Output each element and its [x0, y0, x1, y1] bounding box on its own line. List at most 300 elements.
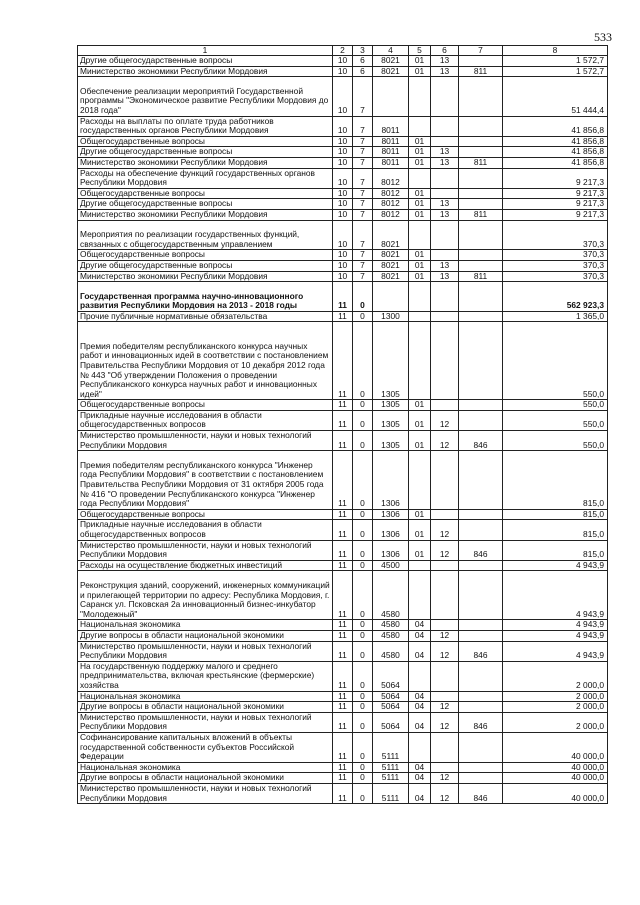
- row-name-cell: Национальная экономика: [78, 691, 333, 702]
- row-code-6-cell: [431, 762, 459, 773]
- row-name-cell: Министерство экономики Республики Мордовия: [78, 271, 333, 282]
- row-code-2-cell: 11: [333, 322, 353, 400]
- row-name-cell: Прикладные научные исследования в области общегосударственных вопросов: [78, 520, 333, 540]
- header-col-3: 3: [353, 46, 373, 56]
- row-amount-cell: 4 943,9: [503, 560, 608, 571]
- row-code-3-cell: 7: [353, 220, 373, 250]
- row-code-7-cell: [459, 410, 503, 430]
- row-amount-cell: 9 217,3: [503, 199, 608, 210]
- row-name-cell: Премия победителям республиканского конкурса "Инженер года Республики Мордовия" в соответствии с постановлением Правительства Республики Мордовия от 31 октября 2005 года № 416 "О проведении Республиканского конкурса "Инженер года Республики Мордовия": [78, 451, 333, 510]
- row-code-2-cell: 11: [333, 691, 353, 702]
- row-code-2-cell: 11: [333, 732, 353, 762]
- table-row: [78, 641, 608, 661]
- row-amount-cell: 550,0: [503, 322, 608, 400]
- row-code-2-cell: 10: [333, 116, 353, 136]
- table-row: [78, 773, 608, 784]
- row-code-3-cell: 7: [353, 271, 373, 282]
- row-code-6-cell: 12: [431, 431, 459, 451]
- table-row: [78, 199, 608, 210]
- row-code-5-cell: [409, 732, 431, 762]
- row-amount-cell: 2 000,0: [503, 661, 608, 691]
- row-amount-cell: 2 000,0: [503, 702, 608, 713]
- row-name-cell: Общегосударственные вопросы: [78, 136, 333, 147]
- row-code-2-cell: 10: [333, 56, 353, 67]
- row-amount-cell: 1 365,0: [503, 311, 608, 322]
- row-code-2-cell: 10: [333, 66, 353, 77]
- row-name-cell: Общегосударственные вопросы: [78, 509, 333, 520]
- row-code-2-cell: 11: [333, 773, 353, 784]
- row-code-7-cell: [459, 116, 503, 136]
- row-amount-cell: 40 000,0: [503, 762, 608, 773]
- row-amount-cell: 550,0: [503, 400, 608, 411]
- row-code-5-cell: 04: [409, 762, 431, 773]
- table-row: [78, 168, 608, 188]
- row-name-cell: Софинансирование капитальных вложений в объекты государственной собственности субъектов Российской Федерации: [78, 732, 333, 762]
- row-code-4-cell: 1305: [373, 431, 409, 451]
- table-row: [78, 400, 608, 411]
- row-code-2-cell: 11: [333, 631, 353, 642]
- row-code-3-cell: 0: [353, 451, 373, 510]
- row-code-5-cell: 04: [409, 631, 431, 642]
- row-code-7-cell: [459, 188, 503, 199]
- row-code-5-cell: [409, 220, 431, 250]
- row-amount-cell: 9 217,3: [503, 188, 608, 199]
- table-row: [78, 783, 608, 803]
- row-code-2-cell: 11: [333, 702, 353, 713]
- row-amount-cell: 370,3: [503, 220, 608, 250]
- row-amount-cell: 40 000,0: [503, 773, 608, 784]
- row-code-5-cell: 01: [409, 209, 431, 220]
- row-code-5-cell: 04: [409, 702, 431, 713]
- row-code-5-cell: 01: [409, 147, 431, 158]
- row-code-3-cell: 0: [353, 620, 373, 631]
- row-name-cell: Министерство экономики Республики Мордовия: [78, 66, 333, 77]
- row-code-6-cell: 13: [431, 56, 459, 67]
- row-code-6-cell: [431, 509, 459, 520]
- row-code-5-cell: [409, 560, 431, 571]
- table-row: [78, 56, 608, 67]
- row-code-4-cell: 8011: [373, 157, 409, 168]
- row-code-6-cell: 13: [431, 66, 459, 77]
- row-code-6-cell: [431, 620, 459, 631]
- row-code-2-cell: 11: [333, 762, 353, 773]
- row-code-2-cell: 11: [333, 620, 353, 631]
- row-name-cell: Обеспечение реализации мероприятий Государственной программы "Экономическое развитие Республики Мордовия до 2018 года": [78, 77, 333, 116]
- row-code-6-cell: [431, 661, 459, 691]
- table-row: [78, 282, 608, 312]
- row-name-cell: Другие общегосударственные вопросы: [78, 147, 333, 158]
- row-code-3-cell: 0: [353, 322, 373, 400]
- row-amount-cell: 51 444,4: [503, 77, 608, 116]
- row-code-2-cell: 10: [333, 77, 353, 116]
- table-row: [78, 691, 608, 702]
- table-row: [78, 560, 608, 571]
- row-code-3-cell: 7: [353, 77, 373, 116]
- row-code-2-cell: 11: [333, 509, 353, 520]
- table-row: [78, 220, 608, 250]
- table-header-row: [78, 46, 608, 56]
- row-code-3-cell: 0: [353, 702, 373, 713]
- row-code-4-cell: 8012: [373, 209, 409, 220]
- row-code-5-cell: 01: [409, 260, 431, 271]
- row-code-4-cell: [373, 77, 409, 116]
- row-code-4-cell: 4580: [373, 620, 409, 631]
- row-name-cell: Министерство промышленности, науки и новых технологий Республики Мордовия: [78, 641, 333, 661]
- header-col-1: 1: [78, 46, 333, 56]
- row-code-5-cell: 01: [409, 271, 431, 282]
- row-code-5-cell: [409, 661, 431, 691]
- row-code-7-cell: 811: [459, 66, 503, 77]
- row-code-7-cell: [459, 631, 503, 642]
- row-code-4-cell: 5111: [373, 783, 409, 803]
- row-code-6-cell: [431, 220, 459, 250]
- row-code-6-cell: 12: [431, 540, 459, 560]
- row-code-2-cell: 11: [333, 661, 353, 691]
- row-name-cell: Министерство экономики Республики Мордовия: [78, 157, 333, 168]
- row-name-cell: Министерство промышленности, науки и новых технологий Республики Мордовия: [78, 540, 333, 560]
- row-amount-cell: 41 856,8: [503, 116, 608, 136]
- row-code-4-cell: 5111: [373, 762, 409, 773]
- row-code-4-cell: 8011: [373, 116, 409, 136]
- header-col-6: 6: [431, 46, 459, 56]
- row-code-3-cell: 0: [353, 540, 373, 560]
- row-name-cell: Другие общегосударственные вопросы: [78, 199, 333, 210]
- row-name-cell: Министерство промышленности, науки и новых технологий Республики Мордовия: [78, 431, 333, 451]
- row-amount-cell: 9 217,3: [503, 168, 608, 188]
- row-code-7-cell: [459, 571, 503, 620]
- row-code-2-cell: 10: [333, 188, 353, 199]
- row-code-6-cell: [431, 400, 459, 411]
- row-code-2-cell: 10: [333, 260, 353, 271]
- row-amount-cell: 41 856,8: [503, 157, 608, 168]
- table-row: [78, 322, 608, 400]
- table-row: [78, 410, 608, 430]
- table-row: [78, 540, 608, 560]
- table-row: [78, 188, 608, 199]
- row-code-4-cell: 8021: [373, 66, 409, 77]
- table-row: [78, 661, 608, 691]
- row-name-cell: Общегосударственные вопросы: [78, 250, 333, 261]
- row-amount-cell: 41 856,8: [503, 147, 608, 158]
- row-code-5-cell: [409, 451, 431, 510]
- row-code-7-cell: [459, 311, 503, 322]
- row-amount-cell: 4 943,9: [503, 631, 608, 642]
- row-name-cell: Прочие публичные нормативные обязательства: [78, 311, 333, 322]
- table-row: [78, 431, 608, 451]
- table-row: [78, 250, 608, 261]
- table-row: [78, 712, 608, 732]
- row-code-3-cell: 7: [353, 168, 373, 188]
- row-code-5-cell: 01: [409, 250, 431, 261]
- row-name-cell: Национальная экономика: [78, 762, 333, 773]
- row-code-6-cell: 13: [431, 199, 459, 210]
- row-code-3-cell: 0: [353, 520, 373, 540]
- row-code-2-cell: 11: [333, 311, 353, 322]
- row-code-2-cell: 11: [333, 520, 353, 540]
- row-code-2-cell: 11: [333, 451, 353, 510]
- row-code-5-cell: 04: [409, 783, 431, 803]
- row-code-4-cell: 1305: [373, 322, 409, 400]
- row-code-7-cell: [459, 322, 503, 400]
- row-code-6-cell: 12: [431, 641, 459, 661]
- row-code-4-cell: 8012: [373, 199, 409, 210]
- row-code-6-cell: [431, 282, 459, 312]
- row-code-4-cell: 1300: [373, 311, 409, 322]
- row-amount-cell: 2 000,0: [503, 712, 608, 732]
- row-name-cell: Другие общегосударственные вопросы: [78, 56, 333, 67]
- table-row: [78, 509, 608, 520]
- row-code-4-cell: 8012: [373, 168, 409, 188]
- row-code-7-cell: [459, 520, 503, 540]
- row-code-3-cell: 7: [353, 116, 373, 136]
- row-code-5-cell: [409, 77, 431, 116]
- row-code-4-cell: 1305: [373, 400, 409, 411]
- row-name-cell: На государственную поддержку малого и среднего предпринимательства, включая крестьянские (фермерские) хозяйства: [78, 661, 333, 691]
- row-code-7-cell: 846: [459, 712, 503, 732]
- row-code-2-cell: 11: [333, 560, 353, 571]
- row-code-3-cell: 0: [353, 661, 373, 691]
- row-code-4-cell: 5064: [373, 712, 409, 732]
- row-code-7-cell: 846: [459, 783, 503, 803]
- row-code-2-cell: 10: [333, 271, 353, 282]
- row-amount-cell: 815,0: [503, 540, 608, 560]
- table-row: [78, 732, 608, 762]
- row-code-5-cell: 01: [409, 199, 431, 210]
- row-code-6-cell: 12: [431, 520, 459, 540]
- row-name-cell: Общегосударственные вопросы: [78, 188, 333, 199]
- row-name-cell: Прикладные научные исследования в области общегосударственных вопросов: [78, 410, 333, 430]
- table-row: [78, 136, 608, 147]
- row-code-2-cell: 10: [333, 136, 353, 147]
- row-code-5-cell: 01: [409, 431, 431, 451]
- row-code-3-cell: 0: [353, 400, 373, 411]
- row-amount-cell: 9 217,3: [503, 209, 608, 220]
- row-code-7-cell: [459, 560, 503, 571]
- row-code-3-cell: 0: [353, 282, 373, 312]
- table-row: [78, 571, 608, 620]
- table-row: [78, 77, 608, 116]
- row-amount-cell: 550,0: [503, 431, 608, 451]
- row-code-5-cell: [409, 282, 431, 312]
- row-code-7-cell: [459, 282, 503, 312]
- row-code-3-cell: 0: [353, 732, 373, 762]
- row-code-3-cell: 0: [353, 641, 373, 661]
- header-col-2: 2: [333, 46, 353, 56]
- row-code-4-cell: 5064: [373, 691, 409, 702]
- row-code-3-cell: 0: [353, 691, 373, 702]
- row-code-6-cell: 12: [431, 410, 459, 430]
- row-code-6-cell: [431, 560, 459, 571]
- page-number: 533: [594, 30, 612, 44]
- row-code-2-cell: 11: [333, 571, 353, 620]
- row-code-3-cell: 7: [353, 260, 373, 271]
- row-code-5-cell: 04: [409, 773, 431, 784]
- row-code-2-cell: 11: [333, 410, 353, 430]
- row-code-6-cell: 13: [431, 147, 459, 158]
- row-code-7-cell: [459, 400, 503, 411]
- row-amount-cell: 40 000,0: [503, 783, 608, 803]
- row-code-6-cell: 13: [431, 157, 459, 168]
- row-code-5-cell: 01: [409, 520, 431, 540]
- row-code-6-cell: 12: [431, 783, 459, 803]
- row-code-6-cell: [431, 732, 459, 762]
- row-code-6-cell: 12: [431, 702, 459, 713]
- row-name-cell: Общегосударственные вопросы: [78, 400, 333, 411]
- row-code-5-cell: 01: [409, 188, 431, 199]
- row-code-6-cell: [431, 168, 459, 188]
- row-code-6-cell: 13: [431, 209, 459, 220]
- table-row: [78, 451, 608, 510]
- row-code-6-cell: 12: [431, 773, 459, 784]
- row-code-5-cell: [409, 116, 431, 136]
- row-name-cell: Расходы на осуществление бюджетных инвестиций: [78, 560, 333, 571]
- row-code-3-cell: 0: [353, 509, 373, 520]
- row-code-5-cell: [409, 168, 431, 188]
- row-code-7-cell: [459, 147, 503, 158]
- row-code-6-cell: [431, 250, 459, 261]
- row-code-4-cell: 5111: [373, 732, 409, 762]
- row-name-cell: Национальная экономика: [78, 620, 333, 631]
- row-code-2-cell: 10: [333, 199, 353, 210]
- row-name-cell: Государственная программа научно-инновационного развития Республики Мордовия на 2013 - 2018 годы: [78, 282, 333, 312]
- row-code-3-cell: 0: [353, 571, 373, 620]
- table-row: [78, 157, 608, 168]
- row-name-cell: Министерство промышленности, науки и новых технологий Республики Мордовия: [78, 712, 333, 732]
- row-code-4-cell: 1306: [373, 520, 409, 540]
- row-code-2-cell: 10: [333, 168, 353, 188]
- row-amount-cell: 370,3: [503, 260, 608, 271]
- row-code-4-cell: 8011: [373, 136, 409, 147]
- row-amount-cell: 41 856,8: [503, 136, 608, 147]
- row-code-6-cell: 13: [431, 260, 459, 271]
- row-code-7-cell: 811: [459, 157, 503, 168]
- row-code-7-cell: 846: [459, 641, 503, 661]
- row-code-7-cell: [459, 199, 503, 210]
- row-code-4-cell: 4500: [373, 560, 409, 571]
- row-code-7-cell: [459, 509, 503, 520]
- row-code-6-cell: [431, 188, 459, 199]
- row-code-5-cell: 01: [409, 509, 431, 520]
- row-code-3-cell: 0: [353, 762, 373, 773]
- row-code-5-cell: 04: [409, 620, 431, 631]
- row-code-5-cell: 04: [409, 712, 431, 732]
- row-code-3-cell: 0: [353, 783, 373, 803]
- row-code-2-cell: 11: [333, 712, 353, 732]
- row-code-5-cell: 01: [409, 157, 431, 168]
- row-amount-cell: 815,0: [503, 451, 608, 510]
- row-name-cell: Другие вопросы в области национальной экономики: [78, 631, 333, 642]
- row-code-4-cell: 8012: [373, 188, 409, 199]
- row-code-4-cell: 8021: [373, 260, 409, 271]
- row-code-7-cell: [459, 168, 503, 188]
- row-name-cell: Реконструкция зданий, сооружений, инженерных коммуникаций и прилегающей территории по адресу: Республика Мордовия, г. Саранск ул. Псковская 2а инновационный бизнес-инкубатор "Молодежный": [78, 571, 333, 620]
- table-row: [78, 116, 608, 136]
- row-code-3-cell: 0: [353, 560, 373, 571]
- row-amount-cell: 550,0: [503, 410, 608, 430]
- row-code-6-cell: [431, 322, 459, 400]
- row-amount-cell: 4 943,9: [503, 571, 608, 620]
- row-code-2-cell: 10: [333, 147, 353, 158]
- table-row: [78, 66, 608, 77]
- table-row: [78, 147, 608, 158]
- row-code-4-cell: 1306: [373, 451, 409, 510]
- row-code-7-cell: [459, 620, 503, 631]
- row-code-3-cell: 0: [353, 631, 373, 642]
- row-amount-cell: 815,0: [503, 520, 608, 540]
- row-code-6-cell: [431, 77, 459, 116]
- row-name-cell: Другие вопросы в области национальной экономики: [78, 702, 333, 713]
- row-name-cell: Министерство экономики Республики Мордовия: [78, 209, 333, 220]
- row-code-4-cell: 4580: [373, 571, 409, 620]
- table-row: [78, 631, 608, 642]
- row-amount-cell: 815,0: [503, 509, 608, 520]
- row-code-3-cell: 7: [353, 209, 373, 220]
- row-name-cell: Премия победителям республиканского конкурса научных работ и инновационных идей в соответствии с постановлением Правительства Республики Мордовия от 10 декабря 2012 года № 443 "Об утверждении Положения о проведении Республиканского конкурса научных работ и инновационных идей": [78, 322, 333, 400]
- table-row: [78, 762, 608, 773]
- row-code-6-cell: [431, 451, 459, 510]
- row-amount-cell: 1 572,7: [503, 56, 608, 67]
- row-amount-cell: 4 943,9: [503, 620, 608, 631]
- row-amount-cell: 2 000,0: [503, 691, 608, 702]
- row-code-2-cell: 11: [333, 431, 353, 451]
- row-code-5-cell: 01: [409, 136, 431, 147]
- row-amount-cell: 370,3: [503, 250, 608, 261]
- row-code-7-cell: [459, 661, 503, 691]
- row-amount-cell: 1 572,7: [503, 66, 608, 77]
- row-code-5-cell: 01: [409, 400, 431, 411]
- row-code-3-cell: 0: [353, 773, 373, 784]
- table-row: [78, 311, 608, 322]
- row-name-cell: Расходы на выплаты по оплате труда работников государственных органов Республики Мордовия: [78, 116, 333, 136]
- row-code-7-cell: [459, 250, 503, 261]
- row-code-5-cell: [409, 311, 431, 322]
- row-code-6-cell: [431, 571, 459, 620]
- row-code-5-cell: 01: [409, 56, 431, 67]
- row-code-3-cell: 0: [353, 311, 373, 322]
- row-code-5-cell: 04: [409, 691, 431, 702]
- row-code-4-cell: 1306: [373, 509, 409, 520]
- row-code-6-cell: 13: [431, 271, 459, 282]
- row-code-3-cell: 7: [353, 188, 373, 199]
- row-code-7-cell: [459, 136, 503, 147]
- row-code-2-cell: 10: [333, 157, 353, 168]
- row-code-4-cell: 8021: [373, 250, 409, 261]
- row-code-6-cell: 12: [431, 631, 459, 642]
- row-code-3-cell: 7: [353, 147, 373, 158]
- table-row: [78, 520, 608, 540]
- row-name-cell: Другие общегосударственные вопросы: [78, 260, 333, 271]
- table-row: [78, 702, 608, 713]
- row-code-6-cell: [431, 311, 459, 322]
- row-code-3-cell: 7: [353, 250, 373, 261]
- row-code-4-cell: 1305: [373, 410, 409, 430]
- row-code-7-cell: [459, 56, 503, 67]
- row-code-5-cell: 01: [409, 540, 431, 560]
- row-code-4-cell: 5064: [373, 661, 409, 691]
- row-code-3-cell: 7: [353, 199, 373, 210]
- row-code-5-cell: 01: [409, 410, 431, 430]
- row-name-cell: Другие вопросы в области национальной экономики: [78, 773, 333, 784]
- row-amount-cell: 40 000,0: [503, 732, 608, 762]
- row-code-2-cell: 10: [333, 250, 353, 261]
- row-code-6-cell: [431, 136, 459, 147]
- row-code-3-cell: 0: [353, 712, 373, 732]
- row-amount-cell: 370,3: [503, 271, 608, 282]
- row-code-4-cell: 8021: [373, 220, 409, 250]
- header-col-7: 7: [459, 46, 503, 56]
- row-code-3-cell: 7: [353, 157, 373, 168]
- row-code-4-cell: 4580: [373, 631, 409, 642]
